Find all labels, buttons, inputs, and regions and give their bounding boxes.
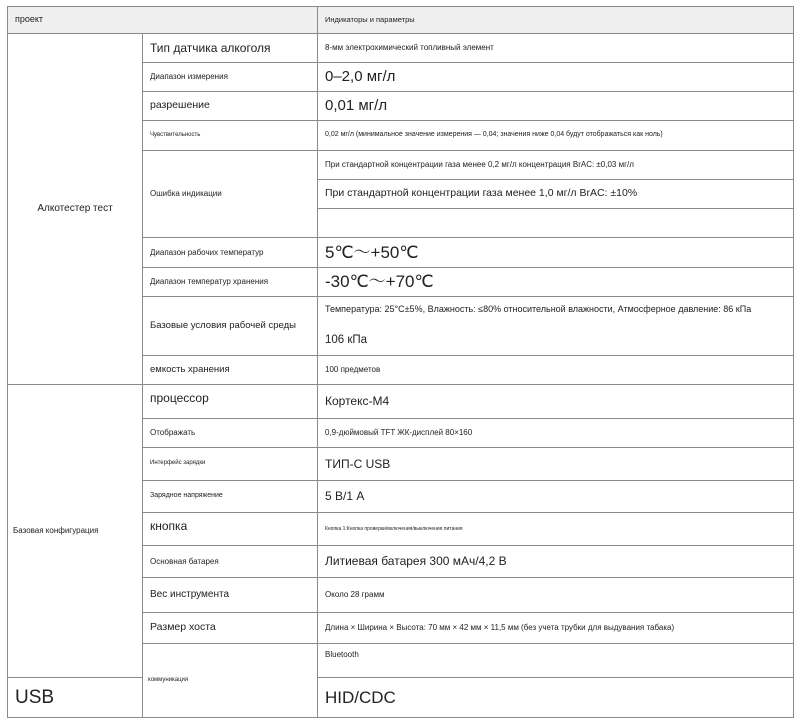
param-storage-capacity: емкость хранения — [143, 356, 318, 385]
section-communication: коммуникация — [143, 644, 318, 718]
param-conditions: Базовые условия рабочей среды — [143, 297, 318, 356]
header-project: проект — [8, 7, 318, 34]
table-header-row — [8, 7, 794, 34]
value-button: Кнопка 1:Кнопка проверки/включения/выключения питания — [318, 513, 794, 546]
table-row — [8, 678, 794, 718]
section-base-config: Базовая конфигурация — [8, 385, 143, 678]
section-alcotester: Алкотестер тест — [8, 34, 143, 385]
param-button: кнопка — [143, 513, 318, 546]
param-sensor-type: Тип датчика алкоголя — [143, 34, 318, 63]
table-row — [8, 34, 794, 63]
param-storage-temp: Диапазон температур хранения — [143, 268, 318, 297]
value-conditions-extra: 106 кПа — [325, 334, 368, 347]
value-storage-capacity: 100 предметов — [318, 356, 794, 385]
value-storage-temp: -30℃～+70℃ — [318, 268, 794, 297]
param-usb: USB — [8, 678, 143, 718]
value-charge-interface: ТИП-С USB — [318, 448, 794, 481]
param-bluetooth: Bluetooth — [318, 644, 794, 678]
value-work-temp: 5℃～+50℃ — [318, 238, 794, 268]
param-error: Ошибка индикации — [143, 151, 318, 238]
param-weight: Вес инструмента — [143, 578, 318, 613]
value-error-3 — [318, 209, 794, 238]
value-battery: Литиевая батарея 300 мАч/4,2 В — [318, 546, 794, 578]
value-conditions-text: Температура: 25°C±5%, Влажность: ≤80% относительной влажности, Атмосферное давление: 86 кПа — [325, 304, 752, 315]
param-range: Диапазон измерения — [143, 63, 318, 92]
value-error-2: При стандартной концентрации газа менее 1,0 мг/л BrAC: ±10% — [318, 180, 794, 209]
value-sensitivity: 0,02 мг/л (минимальное значение измерения — 0,04; значения ниже 0,04 будут отображаться как ноль) — [318, 121, 794, 151]
param-display: Отображать — [143, 419, 318, 448]
value-display: 0,9-дюймовый TFT ЖК-дисплей 80×160 — [318, 419, 794, 448]
param-charge-interface: Интерфейс зарядки — [143, 448, 318, 481]
param-host-size: Размер хоста — [143, 613, 318, 644]
param-resolution: разрешение — [143, 92, 318, 121]
param-battery: Основная батарея — [143, 546, 318, 578]
value-host-size: Длина × Ширина × Высота: 70 мм × 42 мм × 11,5 мм (без учета трубки для выдувания табака) — [318, 613, 794, 644]
value-error-1: При стандартной концентрации газа менее 0,2 мг/л концентрация BrAC: ±0,03 мг/л — [318, 151, 794, 180]
header-indicators: Индикаторы и параметры — [318, 7, 794, 34]
value-charge-voltage: 5 В/1 А — [318, 481, 794, 513]
param-processor: процессор — [143, 385, 318, 419]
table-row — [8, 385, 794, 419]
value-conditions — [318, 297, 794, 356]
value-range: 0–2,0 мг/л — [318, 63, 794, 92]
value-weight: Около 28 грамм — [318, 578, 794, 613]
param-sensitivity: Чувствительность — [143, 121, 318, 151]
param-charge-voltage: Зарядное напряжение — [143, 481, 318, 513]
spec-table — [7, 6, 794, 718]
value-processor: Кортекс-М4 — [318, 385, 794, 419]
param-work-temp: Диапазон рабочих температур — [143, 238, 318, 268]
value-usb: HID/CDC — [318, 678, 794, 718]
value-resolution: 0,01 мг/л — [318, 92, 794, 121]
value-sensor-type: 8-мм электрохимический топливный элемент — [318, 34, 794, 63]
